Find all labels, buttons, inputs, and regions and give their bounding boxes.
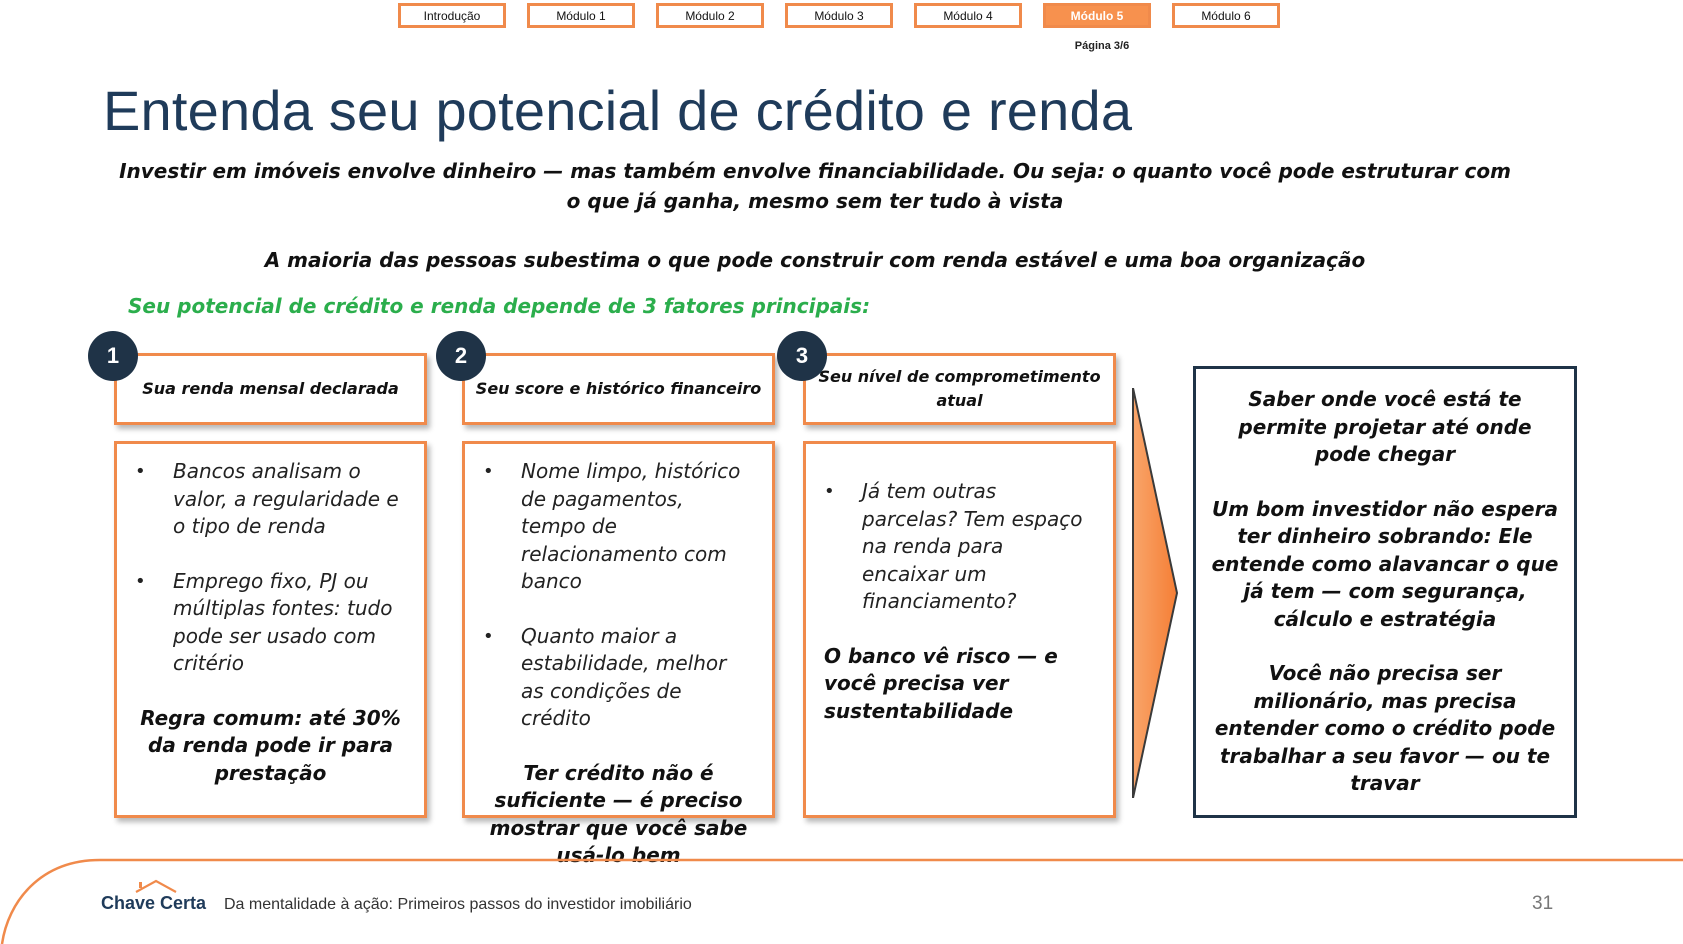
factor-1-bullet: • Emprego fixo, PJ ou múltiplas fontes: tudo pode ser usado com critério [135, 568, 406, 678]
tab-modulo-3[interactable]: Módulo 3 [785, 3, 893, 28]
factor-1-bullet: • Bancos analisam o valor, a regularidade e o tipo de renda [135, 458, 406, 541]
factor-1-body [114, 441, 427, 818]
tab-introducao[interactable]: Introdução [398, 3, 506, 28]
footer-caption: Da mentalidade à ação: Primeiros passos do investidor imobiliário [224, 896, 692, 913]
factor-2-note: Ter crédito não é suficiente — é preciso mostrar que você sabe usá-lo bem [489, 760, 748, 867]
factor-1-number: 1 [88, 331, 138, 381]
factor-2-body [462, 441, 775, 867]
tab-modulo-4[interactable]: Módulo 4 [914, 3, 1022, 28]
factors-heading: Seu potencial de crédito e renda depende de 3 fatores principais: [128, 294, 871, 318]
tab-modulo-1[interactable]: Módulo 1 [527, 3, 635, 28]
intro-subtext: A maioria das pessoas subestima o que pode construir com renda estável e uma boa organização [264, 248, 1366, 272]
conclusion-paragraph-1: Saber onde você está te permite projetar até onde pode chegar [1238, 387, 1532, 467]
factor-2-number: 2 [436, 331, 486, 381]
factor-1-bullets [135, 458, 406, 678]
conclusion-paragraph-2: Um bom investidor não espera ter dinheiro sobrando: Ele entende como alavancar o que já tem — com segurança, cálculo e estratégia [1211, 496, 1559, 631]
conclusion-paragraph-3: Você não precisa ser milionário, mas precisa entender como o crédito pode trabalhar a seu favor — ou te travar [1214, 661, 1556, 796]
intro-text: Investir em imóveis envolve dinheiro — mas também envolve financiabilidade. Ou seja: o quanto você pode estruturar com o que já ganha, mesmo sem ter tudo à vista [119, 159, 1511, 213]
tab-modulo-2[interactable]: Módulo 2 [656, 3, 764, 28]
logo: Chave Certa [101, 893, 207, 913]
page-number: 31 [1532, 893, 1554, 914]
tab-modulo-6[interactable]: Módulo 6 [1172, 3, 1280, 28]
factor-3-bullets [824, 478, 1095, 643]
factor-3-body [803, 441, 1116, 818]
factor-3-bullet: • Já tem outras parcelas? Tem espaço na renda para encaixar um financiamento? [824, 478, 1095, 616]
factor-1-title: Sua renda mensal declarada [114, 353, 427, 425]
factor-3-note: O banco vê risco — e você precisa ver sustentabilidade [824, 643, 1058, 723]
factor-2-bullets [483, 458, 754, 733]
factor-3-title: Seu nível de comprometimento atual [803, 353, 1116, 425]
page-title: Entenda seu potencial de crédito e renda [103, 79, 1133, 142]
tab-modulo-5[interactable]: Módulo 5 [1043, 3, 1151, 28]
factor-2-title: Seu score e histórico financeiro [462, 353, 775, 425]
factor-3-number: 3 [777, 331, 827, 381]
factor-2-bullet: • Quanto maior a estabilidade, melhor as condições de crédito [483, 623, 754, 733]
chevron-right-icon [1131, 388, 1179, 798]
factor-1-note: Regra comum: até 30% da renda pode ir para prestação [140, 705, 401, 785]
conclusion-box [1193, 366, 1577, 818]
page-indicator: Página 3/6 [1074, 40, 1130, 52]
factor-2-bullet: • Nome limpo, histórico de pagamentos, tempo de relacionamento com banco [483, 458, 754, 596]
